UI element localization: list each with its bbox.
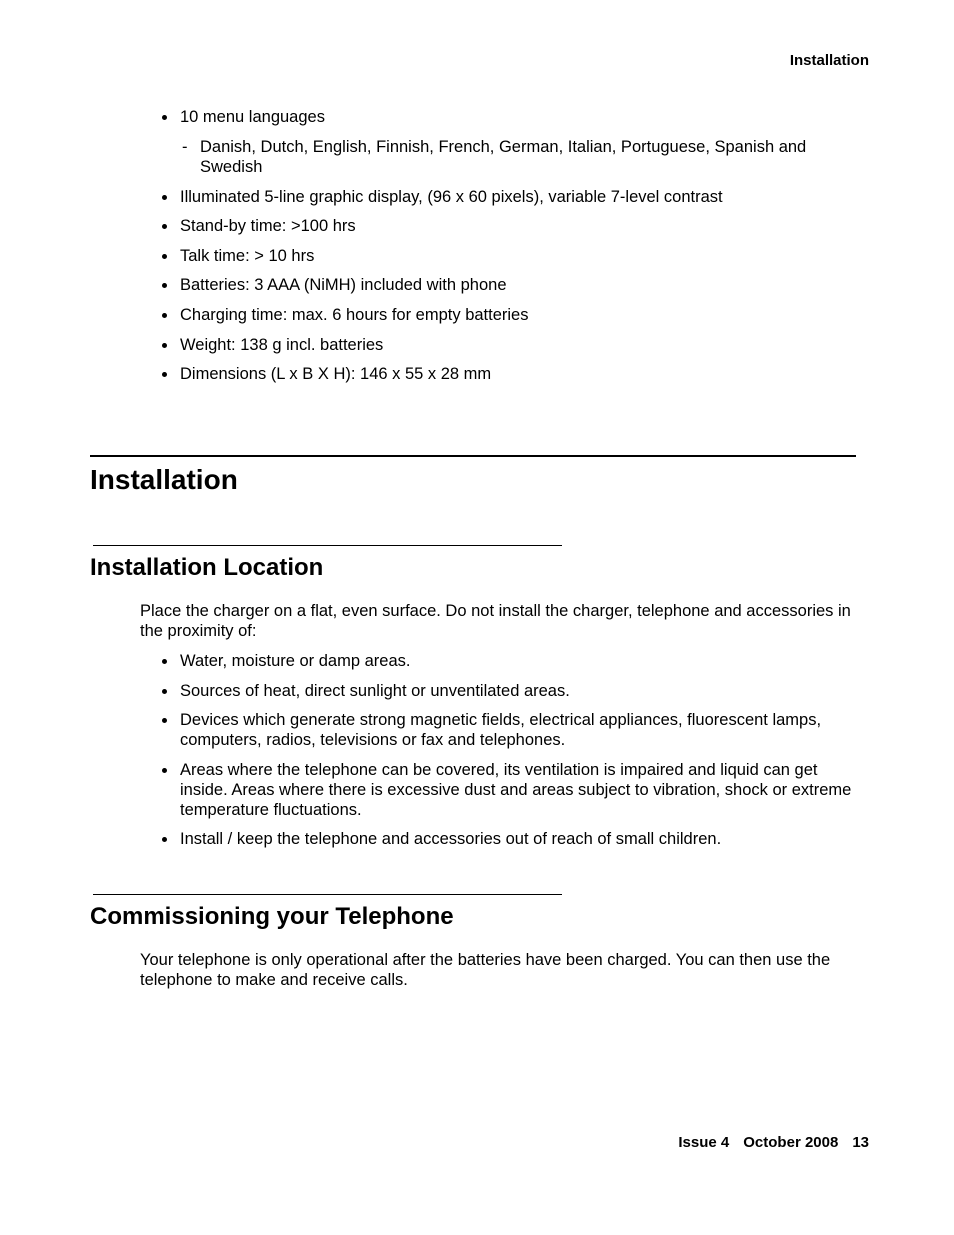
page-number: 13	[852, 1134, 869, 1151]
list-item: Talk time: > 10 hrs	[162, 246, 862, 266]
list-item: Weight: 138 g incl. batteries	[162, 335, 862, 355]
list-item: Areas where the telephone can be covered, its ventilation is impaired and liquid can get inside. Areas where there is excessive dust and areas subject to vibration, shock or extreme temperature fluctuations.	[162, 760, 862, 820]
section-title-location: Installation Location	[90, 554, 324, 581]
section-title-commissioning: Commissioning your Telephone	[90, 903, 454, 930]
list-item: Batteries: 3 AAA (NiMH) included with phone	[162, 275, 862, 295]
language-sublist	[180, 137, 862, 177]
list-item: Sources of heat, direct sunlight or unventilated areas.	[162, 681, 862, 701]
chapter-title: Installation	[90, 464, 238, 495]
list-item: Devices which generate strong magnetic fields, electrical appliances, fluorescent lamps, computers, radios, televisions or fax and telephones.	[162, 710, 862, 750]
section-divider	[93, 545, 562, 546]
feature-list	[162, 107, 862, 394]
list-item: Install / keep the telephone and accessories out of reach of small children.	[162, 829, 862, 849]
sublist-item: - Danish, Dutch, English, Finnish, French, German, Italian, Portuguese, Spanish and Swedish	[180, 137, 862, 177]
feature-text: 10 menu languages	[180, 108, 325, 126]
commissioning-body: Your telephone is only operational after the batteries have been charged. You can then use the telephone to make and receive calls.	[140, 951, 831, 989]
list-item: Charging time: max. 6 hours for empty batteries	[162, 305, 862, 325]
list-item: Illuminated 5-line graphic display, (96 x 60 pixels), variable 7-level contrast	[162, 187, 862, 207]
issue-date: October 2008	[743, 1134, 839, 1151]
list-item	[162, 107, 862, 177]
issue-label: Issue 4	[678, 1134, 730, 1151]
running-header: Installation	[789, 52, 869, 69]
list-item: Dimensions (L x B X H): 146 x 55 x 28 mm	[162, 364, 862, 384]
list-item: Water, moisture or damp areas.	[162, 651, 862, 671]
location-hazard-list	[162, 651, 862, 859]
page-footer	[678, 1134, 869, 1151]
list-item: Stand-by time: >100 hrs	[162, 216, 862, 236]
chapter-divider	[90, 455, 856, 457]
location-intro: Place the charger on a flat, even surface. Do not install the charger, telephone and accessories in the proximity of:	[140, 602, 851, 640]
section-divider	[93, 894, 562, 895]
